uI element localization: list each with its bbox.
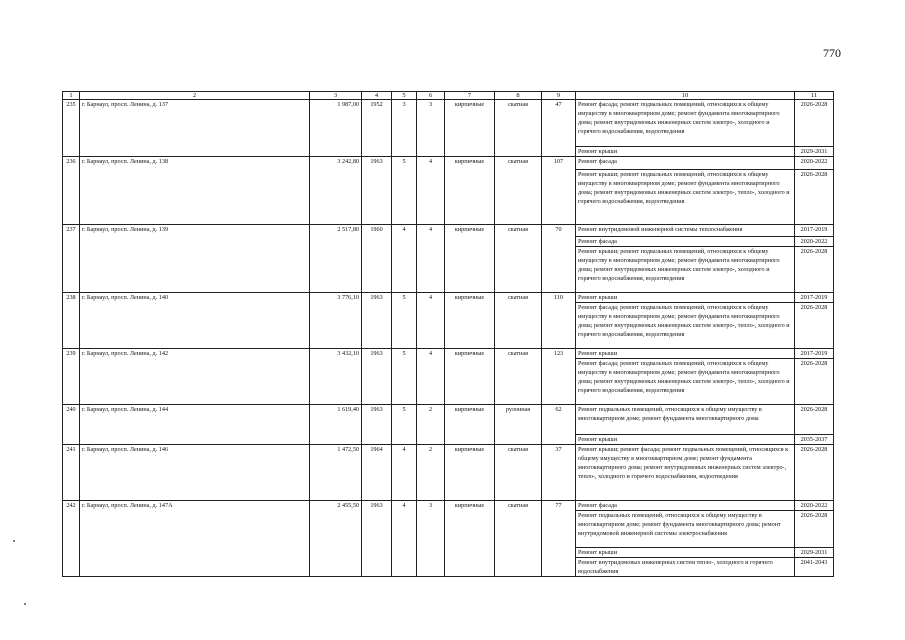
roof-type-cell: скатная bbox=[495, 225, 542, 293]
wall-material-cell: кирпичные bbox=[445, 100, 495, 157]
work-description-cell: Ремонт внутридомовой инженерной системы теплоснабжения bbox=[576, 225, 795, 237]
record-number: 242 bbox=[63, 501, 80, 577]
col-header: 8 bbox=[495, 92, 542, 100]
work-description-cell: Ремонт подвальных помещений, относящихся к общему имуществу в многоквартирном доме; ремонт фундамента многоквартирного дома bbox=[576, 405, 795, 435]
scan-speck bbox=[13, 540, 15, 542]
address-cell: г. Барнаул, просп. Ленина, д. 137 bbox=[80, 100, 310, 157]
work-period-cell: 2026-2028 bbox=[795, 170, 834, 225]
table-row bbox=[63, 100, 834, 147]
apartments-cell: 110 bbox=[542, 293, 576, 349]
record-number: 241 bbox=[63, 445, 80, 501]
work-description-cell: Ремонт крыши bbox=[576, 349, 795, 359]
work-period-cell: 2017-2019 bbox=[795, 225, 834, 237]
work-period-cell: 2029-2031 bbox=[795, 147, 834, 157]
record-number: 237 bbox=[63, 225, 80, 293]
work-period-cell: 2026-2028 bbox=[795, 100, 834, 147]
year-cell: 1963 bbox=[362, 349, 392, 405]
wall-material-cell: кирпичные bbox=[445, 445, 495, 501]
table-row bbox=[63, 405, 834, 435]
year-cell: 1960 bbox=[362, 225, 392, 293]
work-period-cell: 2026-2028 bbox=[795, 445, 834, 501]
address-cell: г. Барнаул, просп. Ленина, д. 147А bbox=[80, 501, 310, 577]
record-number: 236 bbox=[63, 157, 80, 225]
work-description-cell: Ремонт крыши bbox=[576, 435, 795, 445]
table-row bbox=[63, 293, 834, 303]
work-period-cell: 2035-2037 bbox=[795, 435, 834, 445]
col-header: 11 bbox=[795, 92, 834, 100]
floors-cell: 5 bbox=[392, 349, 417, 405]
col-header: 6 bbox=[417, 92, 445, 100]
work-period-cell: 2029-2031 bbox=[795, 548, 834, 558]
apartments-cell: 37 bbox=[542, 445, 576, 501]
work-description-cell: Ремонт фасада bbox=[576, 157, 795, 170]
header-row bbox=[63, 92, 834, 100]
floors-cell: 4 bbox=[392, 501, 417, 577]
work-period-cell: 2017-2019 bbox=[795, 349, 834, 359]
work-description-cell: Ремонт крыши; ремонт подвальных помещений, относящихся к общему имуществу в многоквартирном доме; ремонт фундамента многоквартирного дома; ремонт внутридомовых инженерных систем электро-, тепло-, холодного и горячего водоснабжения, водоотведения bbox=[576, 170, 795, 225]
table-row bbox=[63, 225, 834, 237]
entrances-cell: 3 bbox=[417, 501, 445, 577]
floors-cell: 5 bbox=[392, 293, 417, 349]
col-header: 10 bbox=[576, 92, 795, 100]
col-header: 5 bbox=[392, 92, 417, 100]
entrances-cell: 3 bbox=[417, 100, 445, 157]
wall-material-cell: кирпичные bbox=[445, 349, 495, 405]
floors-cell: 4 bbox=[392, 445, 417, 501]
col-header: 3 bbox=[310, 92, 362, 100]
record-number: 240 bbox=[63, 405, 80, 445]
work-description-cell: Ремонт внутридомовых инженерных систем тепло-, холодного и горячего водоснабжения bbox=[576, 558, 795, 577]
work-description-cell: Ремонт фасада; ремонт подвальных помещений, относящихся к общему имуществу в многоквартирном доме; ремонт фундамента многоквартирного дома; ремонт внутридомовых инженерных систем электро-, холодного и горячего водоснабжения, водоотведения bbox=[576, 100, 795, 147]
work-period-cell: 2041-2043 bbox=[795, 558, 834, 577]
roof-type-cell: скатная bbox=[495, 157, 542, 225]
area-cell: 2 455,50 bbox=[310, 501, 362, 577]
address-cell: г. Барнаул, просп. Ленина, д. 138 bbox=[80, 157, 310, 225]
address-cell: г. Барнаул, просп. Ленина, д. 139 bbox=[80, 225, 310, 293]
floors-cell: 5 bbox=[392, 405, 417, 445]
col-header: 1 bbox=[63, 92, 80, 100]
roof-type-cell: скатная bbox=[495, 445, 542, 501]
work-description-cell: Ремонт крыши; ремонт фасада; ремонт подвальных помещений, относящихся к общему имуществу в многоквартирном доме; ремонт фундамента многоквартирного дома; ремонт внутридомовых инженерных систем электро-, тепло-, холодного и горячего водоснабжения, водоотведения bbox=[576, 445, 795, 501]
work-description-cell: Ремонт фасада; ремонт подвальных помещений, относящихся к общему имуществу в многоквартирном доме; ремонт фундамента многоквартирного дома; ремонт внутридомовых инженерных систем электро-, тепло-, холодного и горячего водоснабжения, водоотведения bbox=[576, 359, 795, 405]
area-cell: 1 472,50 bbox=[310, 445, 362, 501]
record-number: 235 bbox=[63, 100, 80, 157]
work-period-cell: 2026-2028 bbox=[795, 359, 834, 405]
apartments-cell: 77 bbox=[542, 501, 576, 577]
year-cell: 1963 bbox=[362, 293, 392, 349]
year-cell: 1964 bbox=[362, 445, 392, 501]
work-period-cell: 2026-2028 bbox=[795, 405, 834, 435]
work-description-cell: Ремонт крыши bbox=[576, 147, 795, 157]
wall-material-cell: кирпичные bbox=[445, 405, 495, 445]
page-number: 770 bbox=[823, 46, 841, 60]
floors-cell: 3 bbox=[392, 100, 417, 157]
apartments-cell: 123 bbox=[542, 349, 576, 405]
work-period-cell: 2020-2022 bbox=[795, 237, 834, 247]
work-period-cell: 2026-2028 bbox=[795, 247, 834, 293]
work-period-cell: 2026-2028 bbox=[795, 511, 834, 548]
roof-type-cell: скатная bbox=[495, 349, 542, 405]
entrances-cell: 4 bbox=[417, 157, 445, 225]
record-number: 239 bbox=[63, 349, 80, 405]
work-period-cell: 2026-2028 bbox=[795, 303, 834, 349]
area-cell: 1 619,40 bbox=[310, 405, 362, 445]
area-cell: 3 776,10 bbox=[310, 293, 362, 349]
work-description-cell: Ремонт крыши bbox=[576, 548, 795, 558]
table-row bbox=[63, 157, 834, 170]
address-cell: г. Барнаул, просп. Ленина, д. 144 bbox=[80, 405, 310, 445]
table-row bbox=[63, 349, 834, 359]
work-description-cell: Ремонт фасада bbox=[576, 237, 795, 247]
address-cell: г. Барнаул, просп. Ленина, д. 142 bbox=[80, 349, 310, 405]
work-period-cell: 2020-2022 bbox=[795, 157, 834, 170]
floors-cell: 4 bbox=[392, 225, 417, 293]
address-cell: г. Барнаул, просп. Ленина, д. 146 bbox=[80, 445, 310, 501]
area-cell: 2 517,80 bbox=[310, 225, 362, 293]
year-cell: 1963 bbox=[362, 405, 392, 445]
apartments-cell: 107 bbox=[542, 157, 576, 225]
entrances-cell: 4 bbox=[417, 293, 445, 349]
work-period-cell: 2017-2019 bbox=[795, 293, 834, 303]
table-row bbox=[63, 501, 834, 511]
floors-cell: 5 bbox=[392, 157, 417, 225]
work-description-cell: Ремонт крыши; ремонт подвальных помещений, относящихся к общему имуществу в многоквартирном доме; ремонт фундамента многоквартирного дома; ремонт внутридомовых инженерных систем электро-, холодного и горячего водоснабжения, водоотведения bbox=[576, 247, 795, 293]
address-cell: г. Барнаул, просп. Ленина, д. 140 bbox=[80, 293, 310, 349]
roof-type-cell: скатная bbox=[495, 100, 542, 157]
table-row bbox=[63, 445, 834, 501]
apartments-cell: 70 bbox=[542, 225, 576, 293]
apartments-cell: 47 bbox=[542, 100, 576, 157]
table-body bbox=[63, 92, 834, 577]
scan-speck bbox=[24, 603, 26, 605]
wall-material-cell: кирпичные bbox=[445, 157, 495, 225]
year-cell: 1963 bbox=[362, 157, 392, 225]
area-cell: 3 242,80 bbox=[310, 157, 362, 225]
record-number: 238 bbox=[63, 293, 80, 349]
entrances-cell: 2 bbox=[417, 405, 445, 445]
entrances-cell: 4 bbox=[417, 349, 445, 405]
entrances-cell: 2 bbox=[417, 445, 445, 501]
entrances-cell: 4 bbox=[417, 225, 445, 293]
col-header: 9 bbox=[542, 92, 576, 100]
wall-material-cell: кирпичные bbox=[445, 225, 495, 293]
work-description-cell: Ремонт крыши bbox=[576, 293, 795, 303]
col-header: 7 bbox=[445, 92, 495, 100]
wall-material-cell: кирпичные bbox=[445, 293, 495, 349]
roof-type-cell: скатная bbox=[495, 501, 542, 577]
roof-type-cell: рулонная bbox=[495, 405, 542, 445]
area-cell: 1 987,00 bbox=[310, 100, 362, 157]
col-header: 4 bbox=[362, 92, 392, 100]
work-description-cell: Ремонт фасада bbox=[576, 501, 795, 511]
roof-type-cell: скатная bbox=[495, 293, 542, 349]
work-description-cell: Ремонт подвальных помещений, относящихся к общему имуществу в многоквартирном доме; ремонт фундамента многоквартирного дома; ремонт внутридомовой инженерной системы электроснабжения bbox=[576, 511, 795, 548]
col-header: 2 bbox=[80, 92, 310, 100]
year-cell: 1952 bbox=[362, 100, 392, 157]
area-cell: 3 432,10 bbox=[310, 349, 362, 405]
capital-repair-table bbox=[62, 91, 834, 577]
apartments-cell: 62 bbox=[542, 405, 576, 445]
wall-material-cell: кирпичные bbox=[445, 501, 495, 577]
work-description-cell: Ремонт фасада; ремонт подвальных помещений, относящихся к общему имуществу в многоквартирном доме; ремонт фундамента многоквартирного дома; ремонт внутридомовых инженерных систем электро-, тепло-, холодного и горячего водоснабжения, водоотведения bbox=[576, 303, 795, 349]
work-period-cell: 2020-2022 bbox=[795, 501, 834, 511]
year-cell: 1963 bbox=[362, 501, 392, 577]
